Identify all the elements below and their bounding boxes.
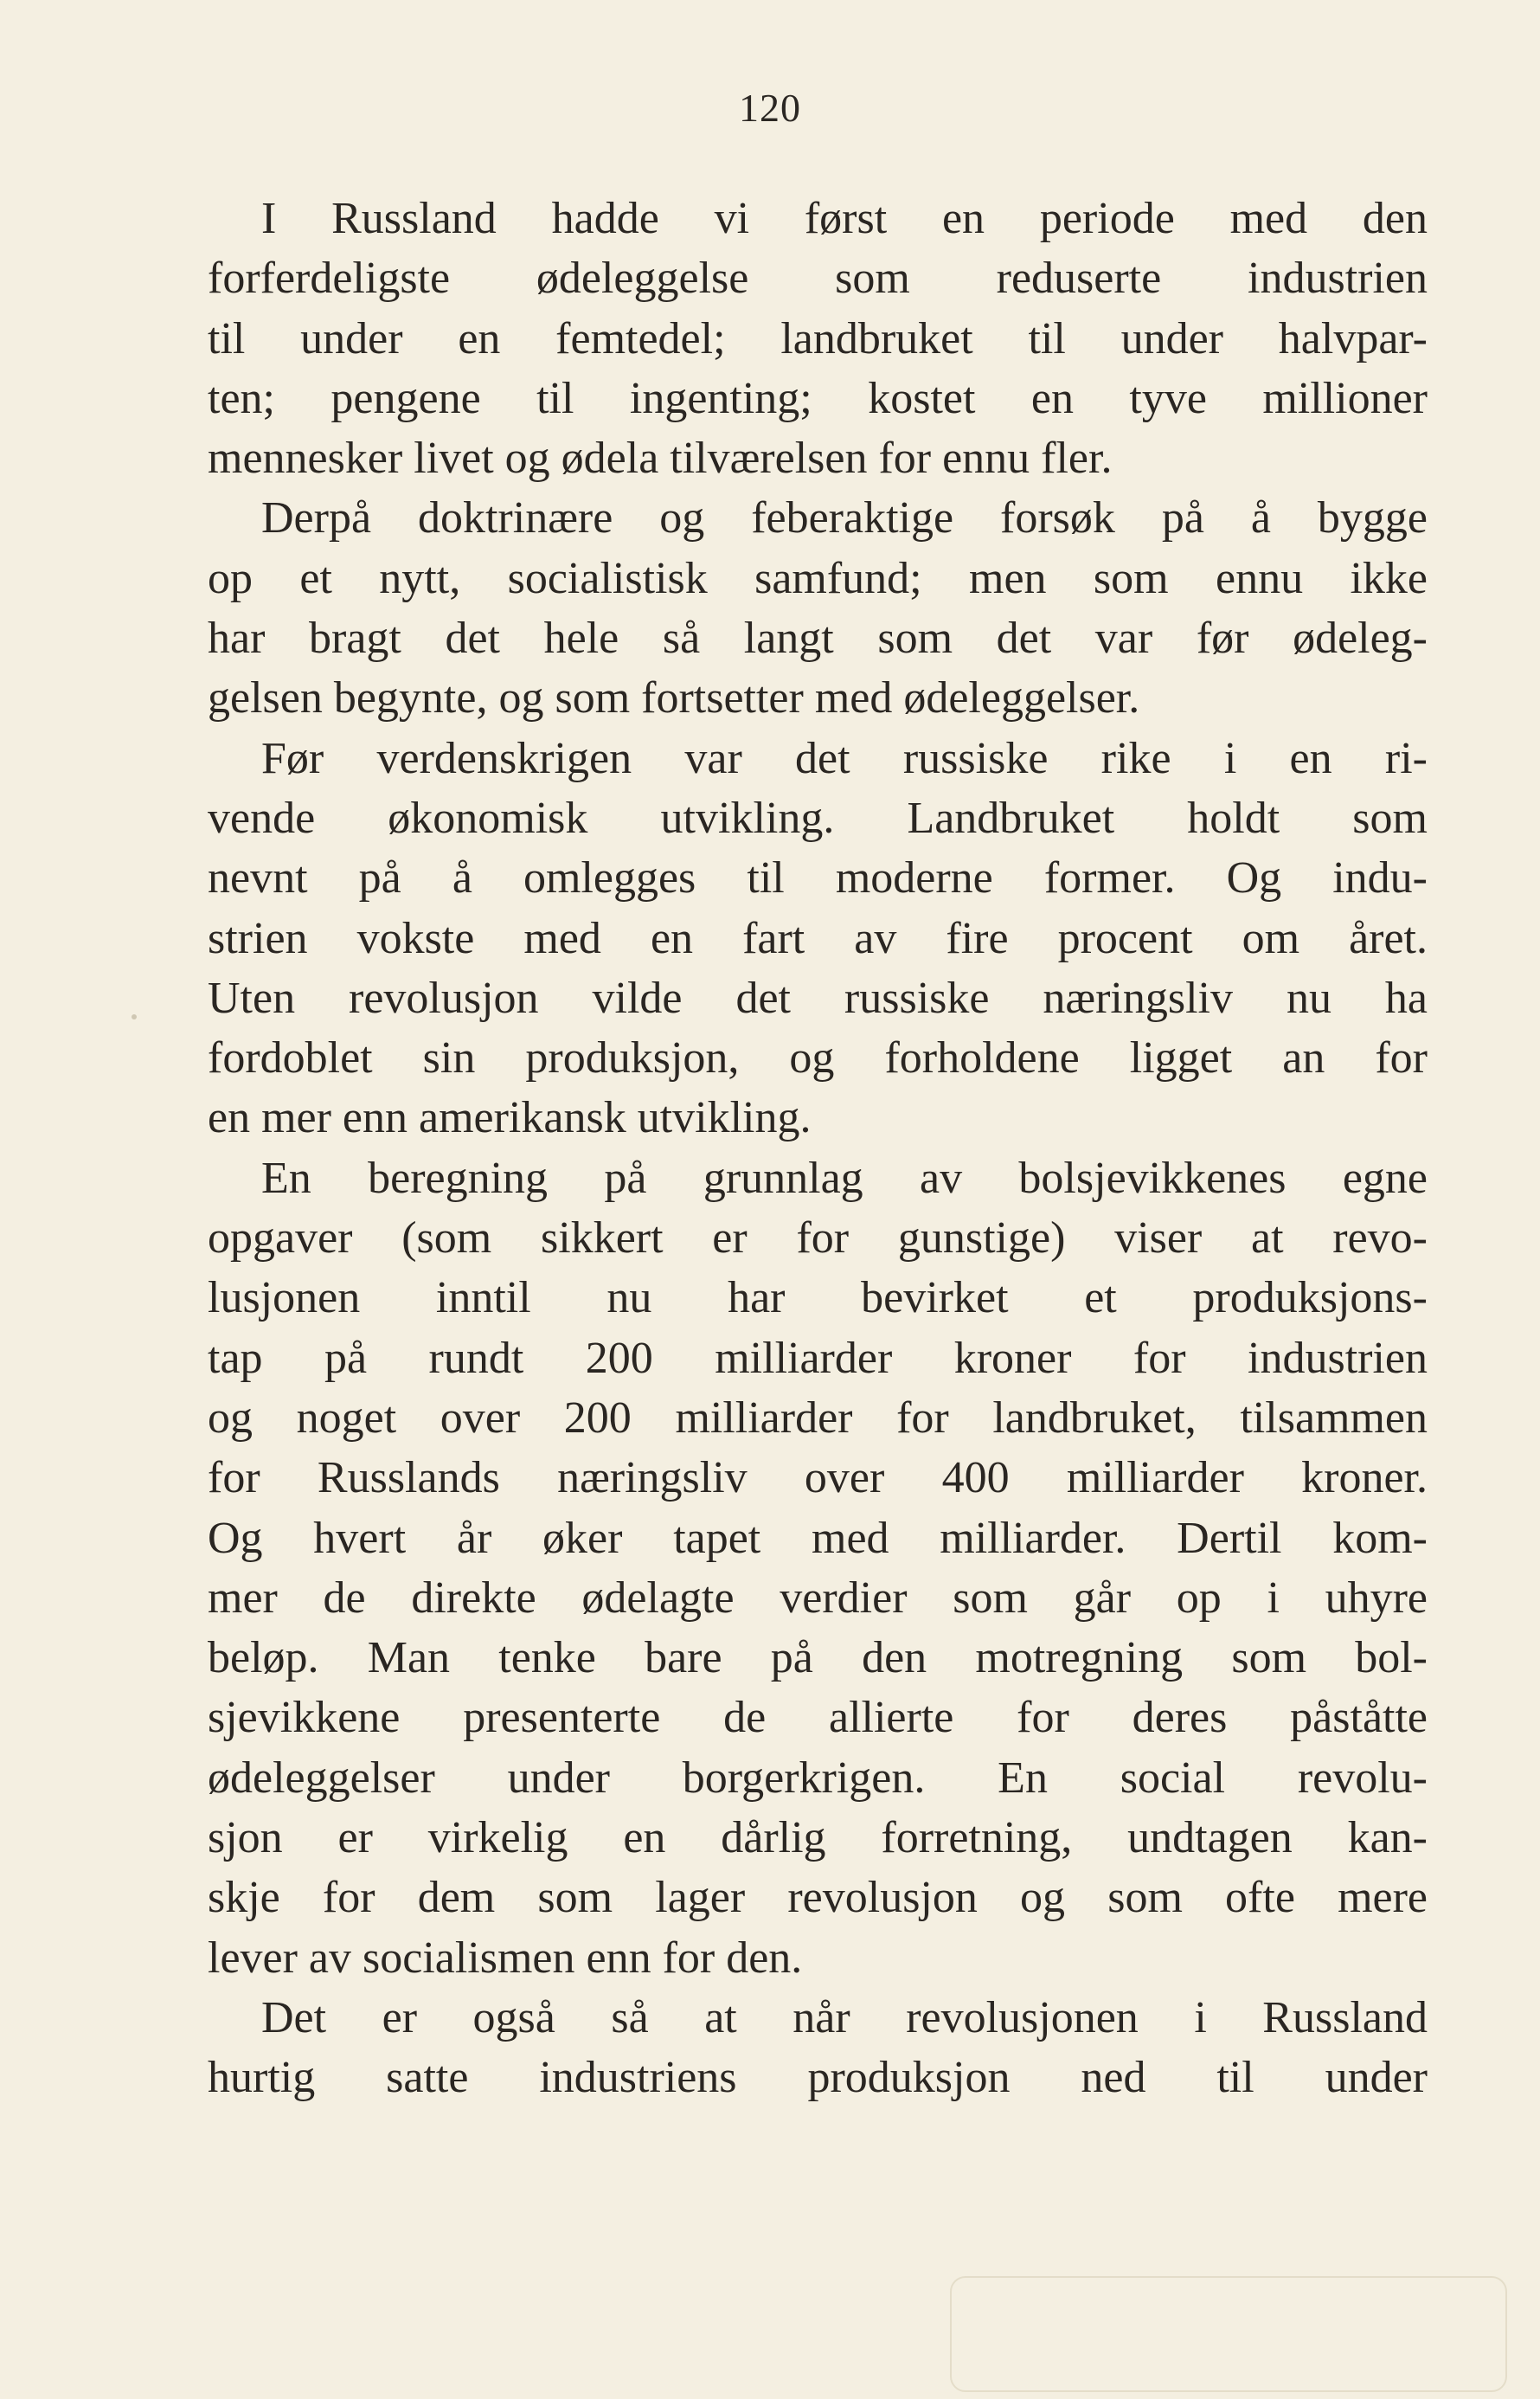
text-line: tap på rundt 200 milliarder kroner for industrien xyxy=(208,1333,1428,1383)
text-line: Det er også så at når revolusjonen i Russland xyxy=(261,1992,1428,2042)
body-text xyxy=(208,189,1428,2108)
text-line: I Russland hadde vi først en periode med den xyxy=(261,194,1428,243)
paper-speck xyxy=(132,1014,137,1019)
text-line: har bragt det hele så langt som det var før ødeleg- xyxy=(208,614,1428,664)
text-line: strien vokste med en fart av fire procent om året. xyxy=(208,913,1428,963)
text-line: fordoblet sin produksjon, og forholdene ligget an for xyxy=(208,1033,1428,1084)
text-line: en mer enn amerikansk utvikling. xyxy=(208,1093,812,1143)
text-line: Derpå doktrinære og feberaktige forsøk på å bygge xyxy=(261,493,1428,543)
text-line: sjon er virkelig en dårlig forretning, undtagen kan- xyxy=(208,1813,1428,1863)
text-line: opgaver (som sikkert er for gunstige) viser at revo- xyxy=(208,1213,1428,1264)
text-line: gelsen begynte, og som fortsetter med ødeleggelser. xyxy=(208,673,1140,724)
text-line: hurtig satte industriens produksjon ned til under xyxy=(208,2053,1428,2103)
text-line: Og hvert år øker tapet med milliarder. Dertil kom- xyxy=(208,1513,1428,1563)
text-line: Uten revolusjon vilde det russiske næringsliv nu ha xyxy=(208,973,1428,1023)
text-line: mer de direkte ødelagte verdier som går op i uhyre xyxy=(208,1573,1428,1623)
page-number: 120 xyxy=(739,86,801,130)
text-line: sjevikkene presenterte de allierte for deres påståtte xyxy=(208,1693,1428,1743)
text-line: beløp. Man tenke bare på den motregning som bol- xyxy=(208,1633,1428,1683)
library-stamp-outline xyxy=(950,2276,1507,2392)
text-line: op et nytt, socialistisk samfund; men som ennu ikke xyxy=(208,553,1428,603)
text-line: til under en femtedel; landbruket til under halvpar- xyxy=(208,313,1428,363)
text-line: og noget over 200 milliarder for landbruket, tilsammen xyxy=(208,1392,1428,1443)
text-line: for Russlands næringsliv over 400 milliarder kroner. xyxy=(208,1453,1428,1503)
text-line: vende økonomisk utvikling. Landbruket holdt som xyxy=(208,793,1428,843)
text-line: skje for dem som lager revolusjon og som ofte mere xyxy=(208,1873,1428,1923)
text-line: lusjonen inntil nu har bevirket et produksjons- xyxy=(208,1273,1428,1323)
text-line: En beregning på grunnlag av bolsjevikkenes egne xyxy=(261,1153,1428,1203)
text-line: Før verdenskrigen var det russiske rike i en ri- xyxy=(261,733,1428,783)
text-line: forferdeligste ødeleggelse som reduserte industrien xyxy=(208,254,1428,304)
text-line: ten; pengene til ingenting; kostet en tyve millioner xyxy=(208,373,1428,423)
text-line: lever av socialismen enn for den. xyxy=(208,1933,803,1983)
text-line: nevnt på å omlegges til moderne former. Og indu- xyxy=(208,853,1428,904)
text-line: ødeleggelser under borgerkrigen. En social revolu- xyxy=(208,1753,1428,1803)
text-line: mennesker livet og ødela tilværelsen for ennu fler. xyxy=(208,434,1113,484)
